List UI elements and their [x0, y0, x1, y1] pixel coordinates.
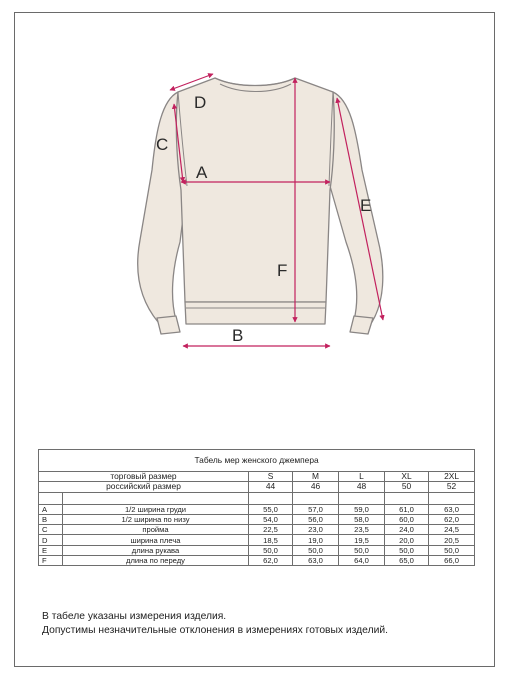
value-cell: 66,0: [429, 556, 475, 566]
row-name: пройма: [63, 525, 249, 535]
value-cell: 63,0: [293, 556, 339, 566]
table-row: [39, 504, 475, 514]
value-cell: 20,0: [385, 535, 429, 545]
row-name: длина рукава: [63, 545, 249, 555]
size-cell: 48: [339, 482, 385, 492]
value-cell: 65,0: [385, 556, 429, 566]
value-cell: 58,0: [339, 514, 385, 524]
value-cell: 55,0: [249, 504, 293, 514]
size-cell: XL: [385, 472, 429, 482]
table-row: [39, 545, 475, 555]
value-cell: 60,0: [385, 514, 429, 524]
value-cell: 23,5: [339, 525, 385, 535]
header-row-trade-size: [39, 472, 475, 482]
size-cell: 46: [293, 482, 339, 492]
table-row: [39, 535, 475, 545]
size-cell: 44: [249, 482, 293, 492]
label-e: E: [360, 196, 372, 215]
table-row: [39, 514, 475, 524]
label-a: A: [196, 163, 208, 182]
value-cell: 57,0: [293, 504, 339, 514]
value-cell: 20,5: [429, 535, 475, 545]
row-code: C: [39, 525, 63, 535]
value-cell: 50,0: [249, 545, 293, 555]
size-cell: M: [293, 472, 339, 482]
value-cell: 23,0: [293, 525, 339, 535]
value-cell: 19,0: [293, 535, 339, 545]
note-measurements: В табеле указаны измерения изделия.: [42, 611, 227, 622]
value-cell: 24,5: [429, 525, 475, 535]
value-cell: 54,0: [249, 514, 293, 524]
value-cell: 24,0: [385, 525, 429, 535]
table-row: [39, 525, 475, 535]
sweater-shape: [138, 78, 383, 334]
row-code: B: [39, 514, 63, 524]
value-cell: 50,0: [339, 545, 385, 555]
row-name: 1/2 ширина груди: [63, 504, 249, 514]
size-cell: 52: [429, 482, 475, 492]
row-name: 1/2 ширина по низу: [63, 514, 249, 524]
header-row-russian-size: [39, 482, 475, 492]
row-code: F: [39, 556, 63, 566]
table-row: [39, 556, 475, 566]
table-title: Табель мер женского джемпера: [39, 450, 475, 472]
size-cell: L: [339, 472, 385, 482]
row-name: ширина плеча: [63, 535, 249, 545]
label-c: C: [156, 135, 169, 154]
size-cell: 2XL: [429, 472, 475, 482]
value-cell: 59,0: [339, 504, 385, 514]
spacer-row: [39, 492, 475, 504]
row-code: E: [39, 545, 63, 555]
row-code: A: [39, 504, 63, 514]
value-cell: 18,5: [249, 535, 293, 545]
value-cell: 50,0: [293, 545, 339, 555]
size-cell: S: [249, 472, 293, 482]
value-cell: 62,0: [249, 556, 293, 566]
value-cell: 50,0: [429, 545, 475, 555]
value-cell: 56,0: [293, 514, 339, 524]
label-d: D: [194, 93, 207, 112]
size-table: [38, 449, 475, 566]
value-cell: 22,5: [249, 525, 293, 535]
label-b: B: [232, 326, 244, 345]
row-code: D: [39, 535, 63, 545]
header-label: российский размер: [39, 482, 249, 492]
value-cell: 62,0: [429, 514, 475, 524]
size-cell: 50: [385, 482, 429, 492]
value-cell: 19,5: [339, 535, 385, 545]
value-cell: 61,0: [385, 504, 429, 514]
row-name: длина по переду: [63, 556, 249, 566]
value-cell: 50,0: [385, 545, 429, 555]
note-tolerance: Допустимы незначительные отклонения в измерениях готовых изделий.: [42, 625, 388, 636]
header-label: торговый размер: [39, 472, 249, 482]
value-cell: 64,0: [339, 556, 385, 566]
value-cell: 63,0: [429, 504, 475, 514]
label-f: F: [277, 261, 288, 280]
